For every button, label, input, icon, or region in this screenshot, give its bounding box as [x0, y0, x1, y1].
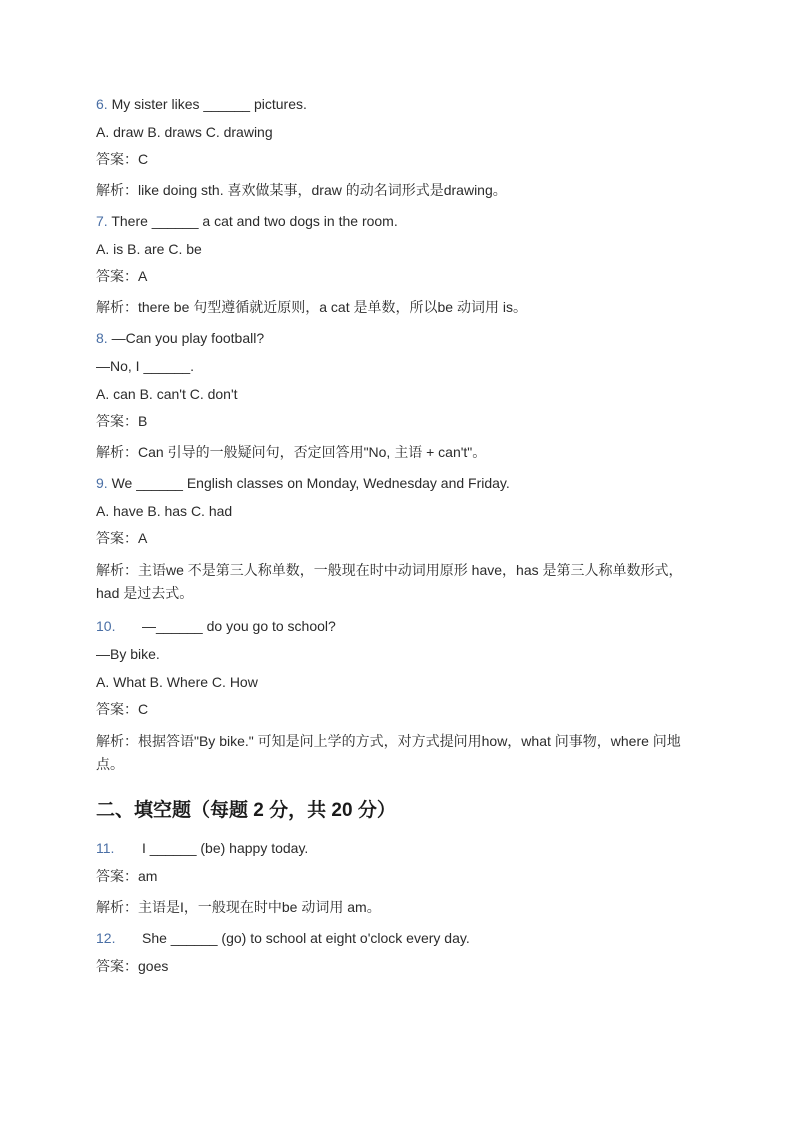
question-number: 10.: [96, 618, 116, 634]
question-answer: 答案：C: [96, 701, 149, 717]
question-options: A. can B. can't C. don't: [96, 386, 238, 402]
question-explanation: 解析：主语是I，一般现在时中be 动词用 am。: [96, 899, 381, 915]
question-9: [96, 473, 696, 605]
question-options: A. have B. has C. had: [96, 503, 233, 519]
document-page: [96, 94, 696, 987]
question-text: There ______ a cat and two dogs in the room.: [111, 213, 398, 229]
question-number: 12.: [96, 930, 116, 946]
question-text: —Can you play football?: [111, 330, 265, 346]
question-text: —______ do you go to school?: [142, 618, 336, 634]
question-7: [96, 211, 696, 317]
question-options: A. draw B. draws C. drawing: [96, 124, 273, 140]
question-answer: 答案：goes: [96, 958, 169, 974]
question-explanation: 解析：主语we 不是第三人称单数，一般现在时中动词用原形 have，has 是第三人称单数形式，had 是过去式。: [96, 562, 683, 601]
question-answer: 答案：B: [96, 413, 148, 429]
question-text: We ______ English classes on Monday, Wednesday and Friday.: [111, 475, 510, 491]
section-title: 二、填空题（每题 2 分，共 20 分）: [96, 800, 396, 821]
question-text: I ______ (be) happy today.: [142, 840, 309, 856]
question-10: [96, 616, 696, 776]
question-number: 6.: [96, 96, 108, 112]
question-number: 7.: [96, 213, 108, 229]
question-text: She ______ (go) to school at eight o'clock every day.: [142, 930, 470, 946]
question-explanation: 解析：根据答语"By bike." 可知是问上学的方式，对方式提问用how，what 问事物，where 问地点。: [96, 733, 681, 772]
question-6: [96, 94, 696, 200]
question-11: [96, 838, 696, 917]
question-options: A. is B. are C. be: [96, 241, 202, 257]
question-answer: 答案：A: [96, 268, 148, 284]
question-number: 8.: [96, 330, 108, 346]
question-subline: —No, I ______.: [96, 358, 195, 374]
question-answer: 答案：A: [96, 530, 148, 546]
question-options: A. What B. Where C. How: [96, 674, 258, 690]
question-explanation: 解析：like doing sth. 喜欢做某事，draw 的动名词形式是drawing。: [96, 182, 507, 198]
question-number: 11.: [96, 840, 115, 856]
question-8: [96, 328, 696, 462]
question-subline: —By bike.: [96, 646, 160, 662]
question-number: 9.: [96, 475, 108, 491]
question-answer: 答案：am: [96, 868, 158, 884]
question-answer: 答案：C: [96, 151, 149, 167]
question-text: My sister likes ______ pictures.: [111, 96, 307, 112]
question-explanation: 解析：there be 句型遵循就近原则，a cat 是单数，所以be 动词用 is。: [96, 299, 527, 315]
question-12: [96, 928, 696, 976]
question-explanation: 解析：Can 引导的一般疑问句，否定回答用"No, 主语 + can't"。: [96, 444, 487, 460]
